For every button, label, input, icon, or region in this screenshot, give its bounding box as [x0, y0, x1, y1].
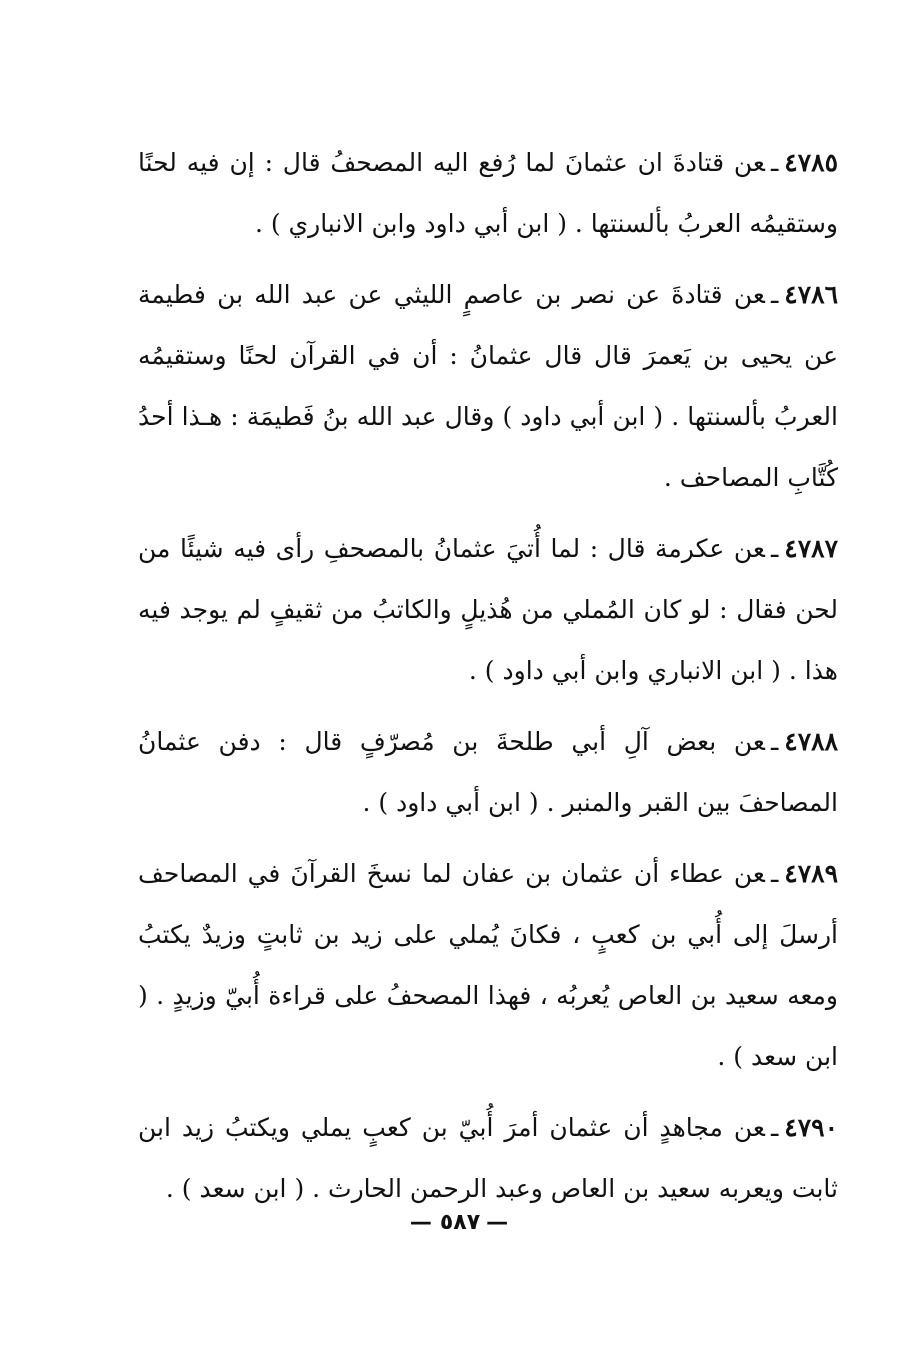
entry-number: ٤٧٨٦ [784, 280, 838, 309]
entry-dash: ـ [770, 1113, 779, 1142]
entry-4787 [138, 518, 838, 701]
entry-4785 [138, 132, 838, 254]
page-number-dash-right: — [486, 1210, 511, 1235]
entry-text: عن بعض آلِ أبي طلحةَ بن مُصرّفٍ قال : دفن عثمانُ المصاحفَ بين القبر والمنبر . ( ابن أبي داود ) . [138, 727, 838, 817]
entry-number: ٤٧٨٨ [784, 727, 838, 756]
page-number-value: ٥٨٧ [439, 1210, 481, 1235]
entry-text: عن قتادةَ ان عثمانَ لما رُفع اليه المصحفُ قال : إن فيه لحنًا وستقيمُه العربُ بألسنتها . ( ابن أبي داود وابن الانباري ) . [138, 148, 838, 238]
entry-number: ٤٧٩٠ [784, 1113, 838, 1142]
entry-dash: ـ [770, 859, 779, 888]
entry-number: ٤٧٨٥ [784, 148, 838, 177]
entry-dash: ـ [770, 280, 779, 309]
page-number-dash-left: — [409, 1210, 434, 1235]
entry-4786 [138, 264, 838, 508]
entry-number: ٤٧٨٩ [784, 859, 838, 888]
page-number [0, 1210, 920, 1235]
entry-text: عن مجاهدٍ أن عثمان أمرَ أُبيّ بن كعبٍ يملي ويكتبُ زيد ابن ثابت ويعربه سعيد بن العاص وعبد الرحمن الحارث . ( ابن سعد ) . [138, 1113, 838, 1203]
entry-text: عن عطاء أن عثمان بن عفان لما نسخَ القرآنَ في المصاحف أرسلَ إلى أُبي بن كعبٍ ، فكانَ يُملي على زيد بن ثابتٍ وزيدٌ يكتبُ ومعه سعيد بن العاص يُعربُه ، فهذا المصحفُ على قراءة أُبيّ وزيدٍ . ( ابن سعد ) . [138, 859, 838, 1071]
entry-4788 [138, 711, 838, 833]
entry-number: ٤٧٨٧ [784, 534, 838, 563]
entry-dash: ـ [770, 534, 779, 563]
entry-dash: ـ [770, 727, 779, 756]
entry-text: عن عكرمة قال : لما أُتيَ عثمانُ بالمصحفِ رأى فيه شيئًا من لحن فقال : لو كان المُملي من هُذيلٍ والكاتبُ من ثقيفٍ لم يوجد فيه هذا . ( ابن الانباري وابن أبي داود ) . [138, 534, 838, 685]
entry-4790 [138, 1097, 838, 1219]
entry-dash: ـ [770, 148, 779, 177]
entry-text: عن قتادةَ عن نصر بن عاصمٍ الليثي عن عبد الله بن فطيمة عن يحيى بن يَعمرَ قال قال عثمانُ : أن في القرآن لحنًا وستقيمُه العربُ بألسنتها . ( ابن أبي داود ) وقال عبد الله بنُ فَطيمَة : هـذا أحدُ كُتَّابِ المصاحف . [138, 280, 838, 492]
entry-4789 [138, 843, 838, 1087]
hadith-text-block [138, 132, 838, 1219]
